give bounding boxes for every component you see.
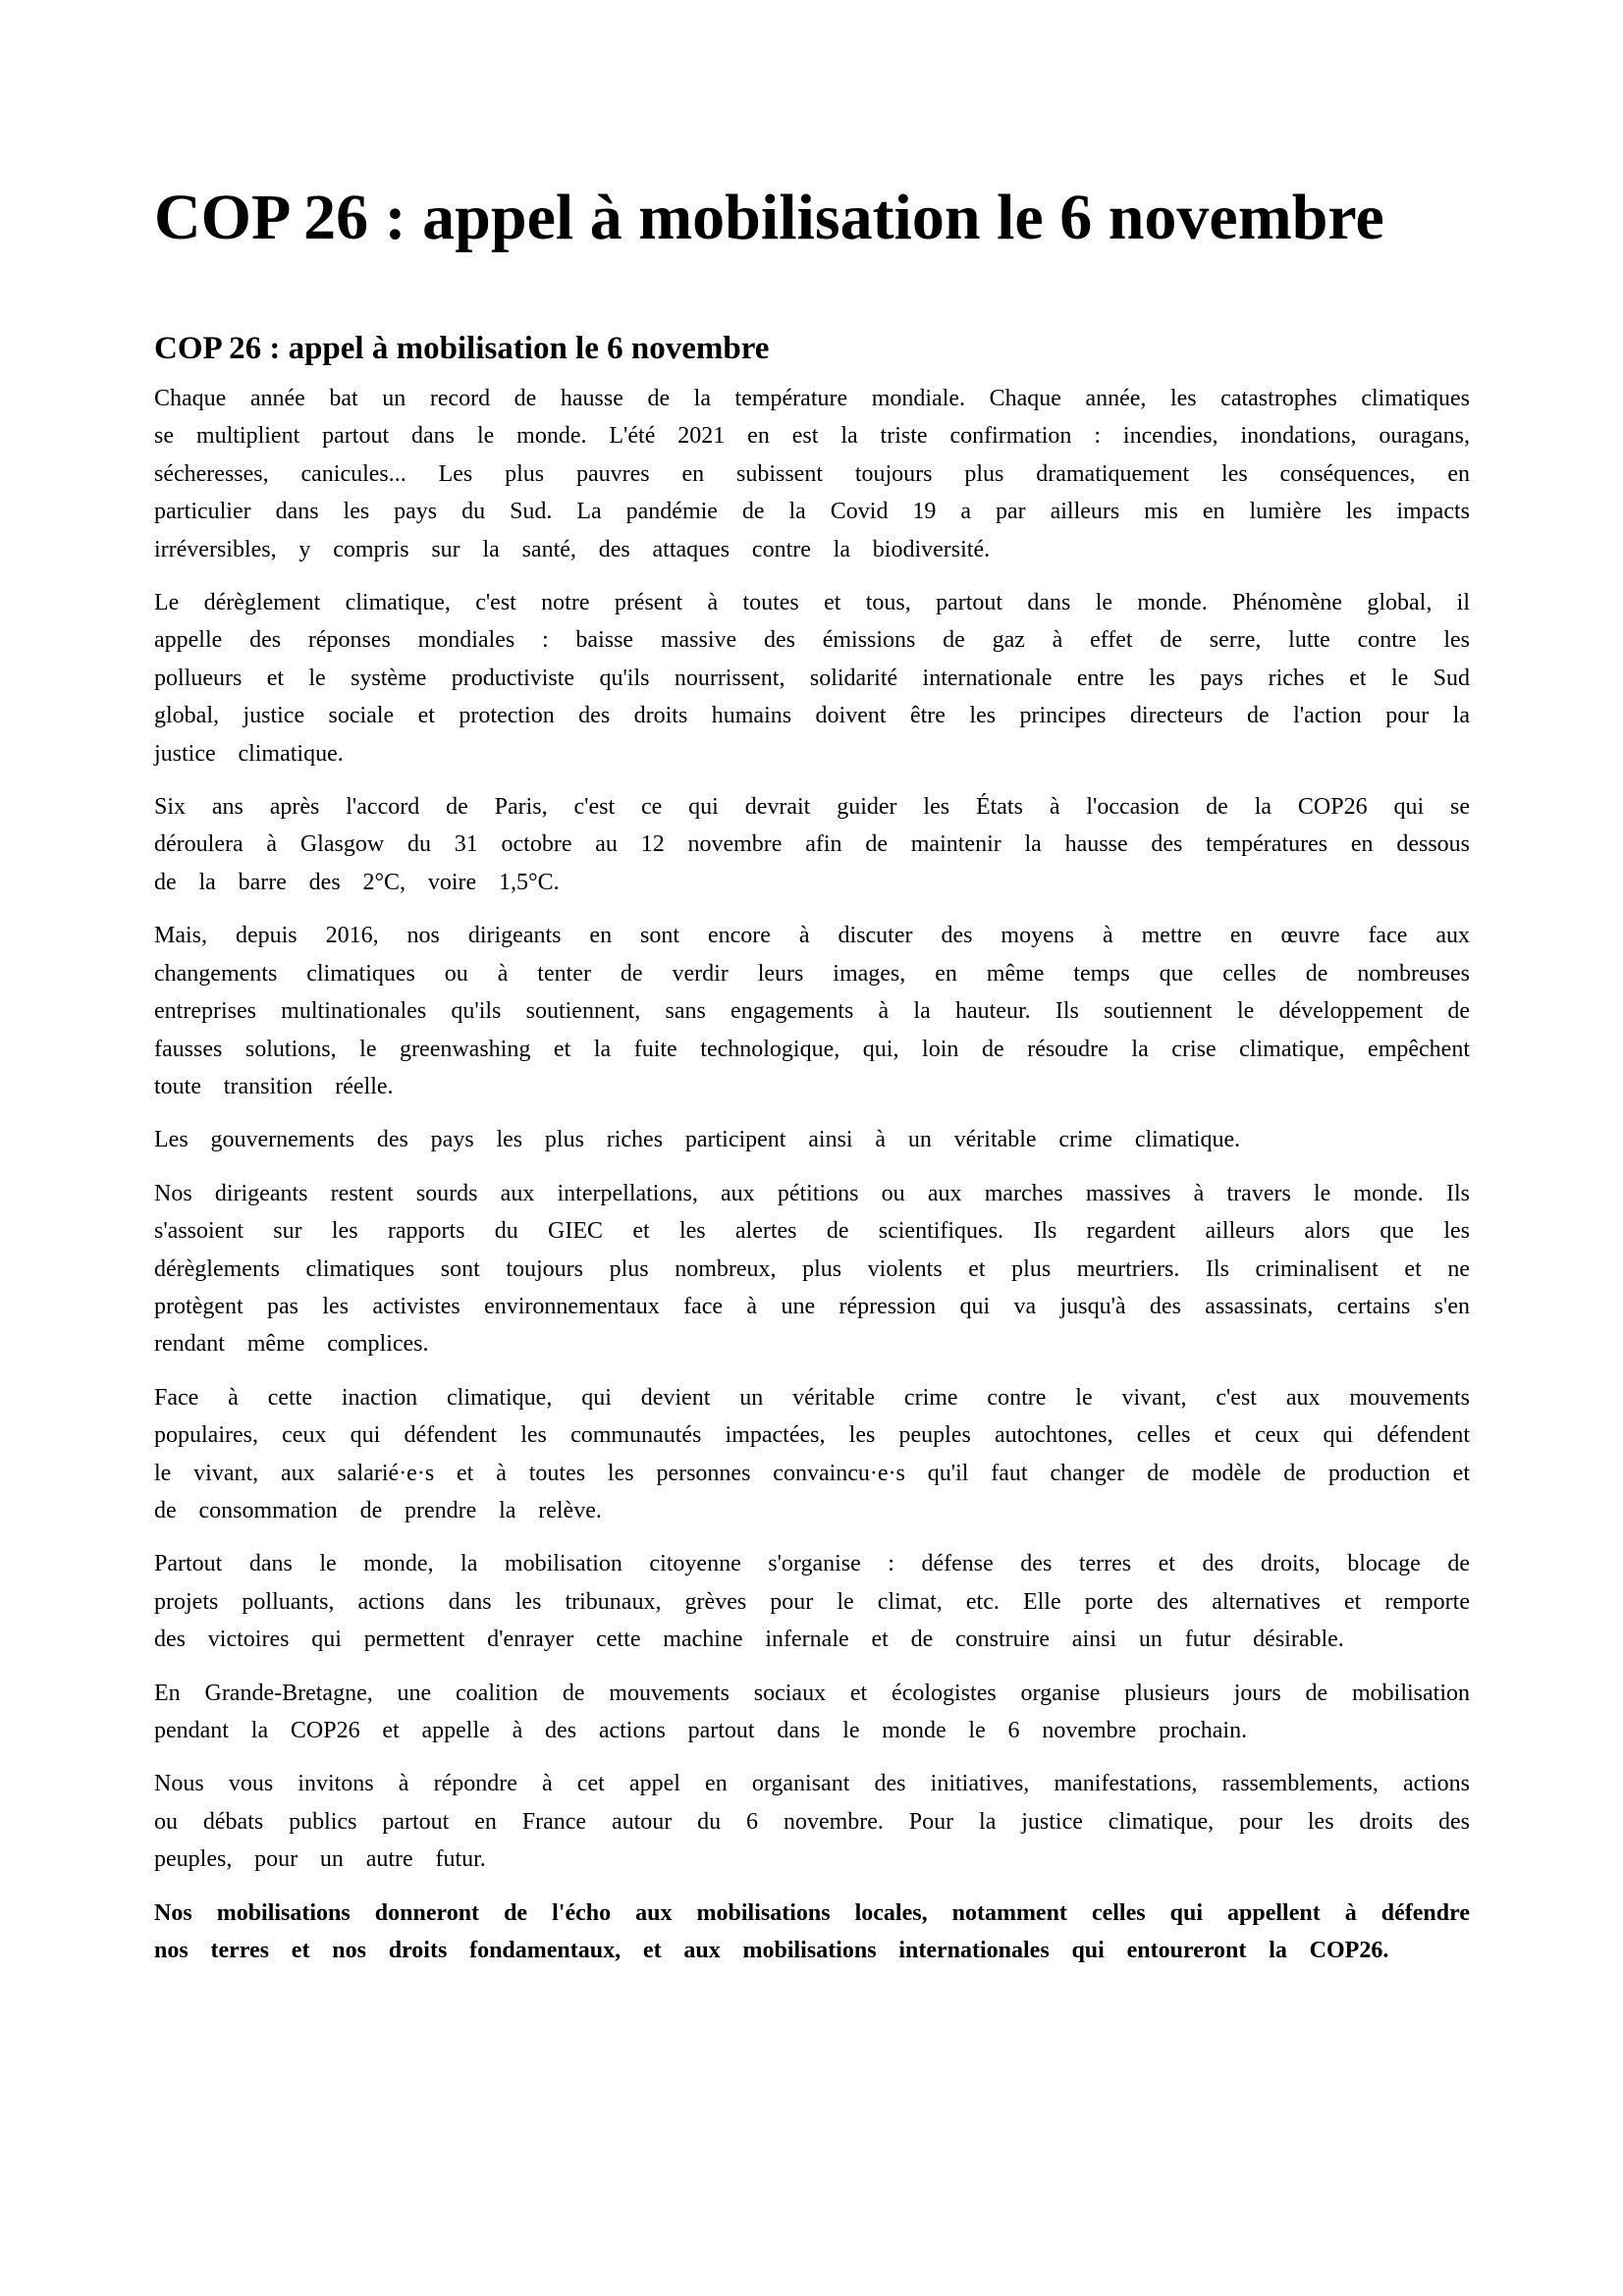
document-content <box>154 0 1470 1985</box>
paragraph-popular-movements: Face à cette inaction climatique, qui devient un véritable crime contre le vivant, c'est aux mouvements populaires, ceux qui défendent les communautés impactées, les peuples autochtones, celles et ceux qui défendent le vivant, aux salarié·e·s et à toutes les personnes convaincu·e·s qu'il faut changer de modèle de production et de consommation de prendre la relève. <box>154 1384 1470 1523</box>
section-heading: COP 26 : appel à mobilisation le 6 novembre <box>154 331 770 366</box>
paragraph-call-to-action: Nous vous invitons à répondre à cet appel en organisant des initiatives, manifestations, rassemblements, actions ou débats publics partout en France autour du 6 novembre. Pour la justice climatique, pour les droits des peuples, pour un autre futur. <box>154 1771 1470 1873</box>
paragraph-uk-coalition: En Grande-Bretagne, une coalition de mouvements sociaux et écologistes organise plusieurs jours de mobilisation pendant la COP26 et appelle à des actions partout dans le monde le 6 novembre prochain. <box>154 1680 1470 1743</box>
paragraph-global-responses: Le dérèglement climatique, c'est notre présent à toutes et tous, partout dans le monde. Phénomène global, il appelle des réponses mondiales : baisse massive des émissions de gaz à effet de serre, lutte contre les pollueurs et le système productiviste qu'ils nourrissent, solidarité internationale entre les pays riches et le Sud global, justice sociale et protection des droits humains doivent être les principes directeurs de l'action pour la justice climatique. <box>154 590 1470 767</box>
closing-paragraph: Nos mobilisations donneront de l'écho aux mobilisations locales, notamment celles qui appellent à défendre nos terres et nos droits fondamentaux, et aux mobilisations internationales qui entoureront la COP26. <box>154 1899 1470 1964</box>
paragraph-paris-agreement: Six ans après l'accord de Paris, c'est ce qui devrait guider les États à l'occasion de la COP26 qui se déroulera à Glasgow du 31 octobre au 12 novembre afin de maintenir la hausse des températures en dessous de la barre des 2°C, voire 1,5°C. <box>154 794 1470 895</box>
paragraph-false-solutions: Mais, depuis 2016, nos dirigeants en sont encore à discuter des moyens à mettre en œuvre face aux changements climatiques ou à tenter de verdir leurs images, en même temps que celles de nombreuses entreprises multinationales qu'ils soutiennent, sans engagements à la hauteur. Ils soutiennent le développement de fausses solutions, le greenwashing et la fuite technologique, qui, loin de résoudre la crise climatique, empêchent toute transition réelle. <box>154 923 1470 1099</box>
paragraph-climate-crime: Les gouvernements des pays les plus riches participent ainsi à un véritable crime climatique. <box>154 1127 1241 1153</box>
paragraph-climate-records: Chaque année bat un record de hausse de la température mondiale. Chaque année, les catastrophes climatiques se multiplient partout dans le monde. L'été 2021 en est la triste confirmation : incendies, inondations, ouragans, sécheresses, canicules... Les plus pauvres en subissent toujours plus dramatiquement les conséquences, en particulier dans les pays du Sud. La pandémie de la Covid 19 a par ailleurs mis en lumière les impacts irréversibles, y compris sur la santé, des attaques contre la biodiversité. <box>154 386 1470 562</box>
page-title: COP 26 : appel à mobilisation le 6 novembre <box>154 182 1384 253</box>
paragraph-deaf-leaders: Nos dirigeants restent sourds aux interpellations, aux pétitions ou aux marches massives à travers le monde. Ils s'assoient sur les rapports du GIEC et les alertes de scientifiques. Ils regardent ailleurs alors que les dérèglements climatiques sont toujours plus nombreux, plus violents et plus meurtriers. Ils criminalisent et ne protègent pas les activistes environnementaux face à une répression qui va jusqu'à des assassinats, certains s'en rendant même complices. <box>154 1180 1470 1358</box>
paragraph-citizen-mobilisation: Partout dans le monde, la mobilisation citoyenne s'organise : défense des terres et des droits, blocage de projets polluants, actions dans les tribunaux, grèves pour le climat, etc. Elle porte des alternatives et remporte des victoires qui permettent d'enrayer cette machine infernale et de construire ainsi un futur désirable. <box>154 1551 1470 1653</box>
